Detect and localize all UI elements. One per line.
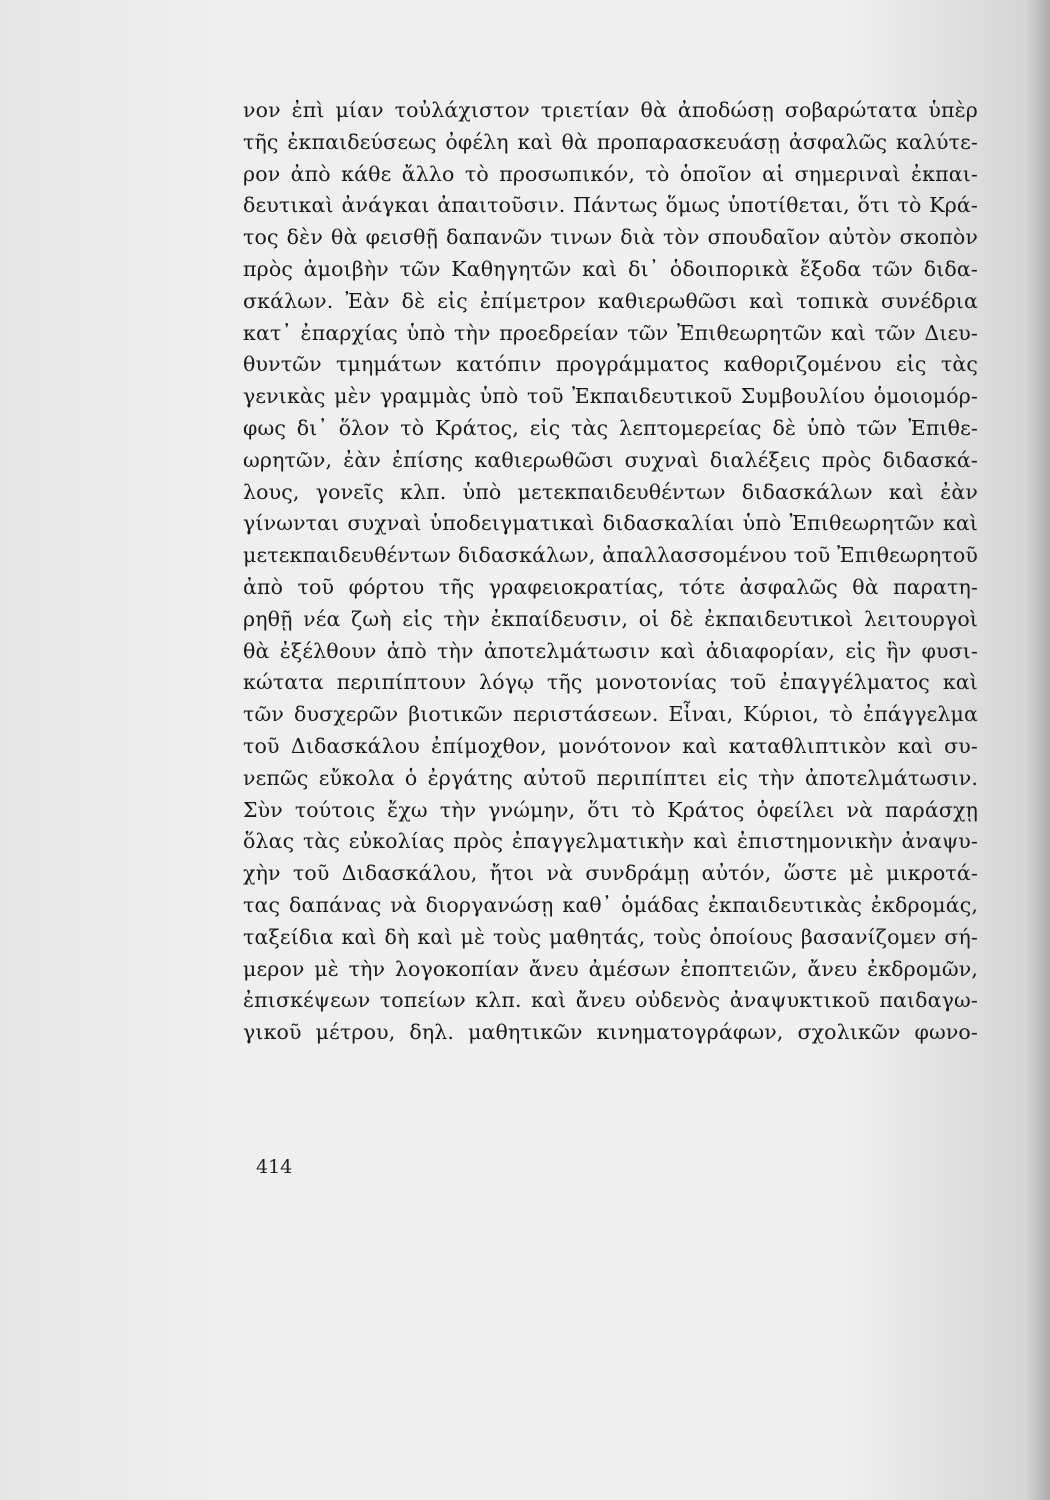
text-line: ωρητῶν, ἐὰν ἐπίσης καθιερωθῶσι συχναὶ διαλέξεις πρὸς διδασκά- [243, 447, 978, 472]
text-line: γενικὰς μὲν γραμμὰς ὑπὸ τοῦ Ἐκπαιδευτικοῦ Συμβουλίου ὁμοιομόρ- [243, 384, 978, 409]
text-line: γικοῦ μέτρου, δηλ. μαθητικῶν κινηματογράφων, σχολικῶν φωνο- [243, 1020, 978, 1045]
text-line: κώτατα περιπίπτουν λόγῳ τῆς μονοτονίας τοῦ ἐπαγγέλματος καὶ [243, 670, 978, 695]
page-edge-shadow [1026, 0, 1050, 1500]
text-line: νον ἐπὶ μίαν τοὐλάχιστον τριετίαν θὰ ἀποδώσῃ σοβαρώτατα ὑπὲρ [243, 98, 978, 122]
body-text [243, 95, 978, 1049]
text-line: φως δι᾽ ὅλον τὸ Κράτος, εἰς τὰς λεπτομερείας δὲ ὑπὸ τῶν Ἐπιθε- [243, 415, 978, 440]
page-number: 414 [256, 1156, 293, 1178]
text-line: τῶν δυσχερῶν βιοτικῶν περιστάσεων. Εἶναι, Κύριοι, τὸ ἐπάγγελμα [243, 702, 978, 727]
text-line: ρηθῇ νέα ζωὴ εἰς τὴν ἐκπαίδευσιν, οἱ δὲ ἐκπαιδευτικοὶ λειτουργοὶ [243, 606, 978, 631]
text-line: μετεκπαιδευθέντων διδασκάλων, ἀπαλλασσομένου τοῦ Ἐπιθεωρητοῦ [243, 543, 978, 568]
text-line: νεπῶς εὔκολα ὁ ἐργάτης αὐτοῦ περιπίπτει εἰς τὴν ἀποτελμάτωσιν. [243, 765, 978, 790]
text-line: τοῦ Διδασκάλου ἐπίμοχθον, μονότονον καὶ καταθλιπτικὸν καὶ συ- [243, 733, 978, 758]
text-line: σκάλων. Ἐὰν δὲ εἰς ἐπίμετρον καθιερωθῶσι καὶ τοπικὰ συνέδρια [243, 288, 978, 313]
text-line: μερον μὲ τὴν λογοκοπίαν ἄνευ ἀμέσων ἐποπτειῶν, ἄνευ ἐκδρομῶν, [243, 956, 978, 981]
text-line: ὅλας τὰς εὐκολίας πρὸς ἐπαγγελματικὴν καὶ ἐπιστημονικὴν ἀναψυ- [243, 829, 978, 854]
text-line: θὰ ἐξέλθουν ἀπὸ τὴν ἀποτελμάτωσιν καὶ ἀδιαφορίαν, εἰς ἣν φυσι- [243, 638, 978, 663]
text-line: χὴν τοῦ Διδασκάλου, ἤτοι νὰ συνδράμῃ αὐτόν, ὥστε μὲ μικροτά- [243, 861, 978, 886]
text-line: τῆς ἐκπαιδεύσεως ὀφέλη καὶ θὰ προπαρασκευάσῃ ἀσφαλῶς καλύτε- [243, 129, 978, 154]
text-line: θυντῶν τμημάτων κατόπιν προγράμματος καθοριζομένου εἰς τὰς [243, 352, 978, 377]
text-line: λους, γονεῖς κλπ. ὑπὸ μετεκπαιδευθέντων διδασκάλων καὶ ἐὰν [243, 479, 978, 504]
text-line: τας δαπάνας νὰ διοργανώσῃ καθ᾽ ὁμάδας ἐκπαιδευτικὰς ἐκδρομάς, [243, 892, 978, 917]
text-line: γίνωνται συχναὶ ὑποδειγματικαὶ διδασκαλίαι ὑπὸ Ἐπιθεωρητῶν καὶ [243, 511, 978, 536]
text-line: Σὺν τούτοις ἔχω τὴν γνώμην, ὅτι τὸ Κράτος ὀφείλει νὰ παράσχῃ [243, 797, 978, 822]
text-line: ταξείδια καὶ δὴ καὶ μὲ τοὺς μαθητάς, τοὺς ὁποίους βασανίζομεν σή- [243, 924, 978, 949]
text-line: πρὸς ἀμοιβὴν τῶν Καθηγητῶν καὶ δι᾽ ὁδοιπορικὰ ἔξοδα τῶν διδα- [243, 256, 978, 281]
text-line: ρον ἀπὸ κάθε ἄλλο τὸ προσωπικόν, τὸ ὁποῖον αἱ σημεριναὶ ἐκπαι- [243, 161, 978, 186]
text-line: κατ᾽ ἐπαρχίας ὑπὸ τὴν προεδρείαν τῶν Ἐπιθεωρητῶν καὶ τῶν Διευ- [243, 320, 978, 345]
text-line: τος δὲν θὰ φεισθῇ δαπανῶν τινων διὰ τὸν σπουδαῖον αὐτὸν σκοπὸν [243, 225, 978, 250]
text-line: ἀπὸ τοῦ φόρτου τῆς γραφειοκρατίας, τότε ἀσφαλῶς θὰ παρατη- [243, 574, 978, 599]
text-line: δευτικαὶ ἀνάγκαι ἀπαιτοῦσιν. Πάντως ὅμως ὑποτίθεται, ὅτι τὸ Κρά- [243, 193, 978, 218]
text-line: ἐπισκέψεων τοπείων κλπ. καὶ ἄνευ οὐδενὸς ἀναψυκτικοῦ παιδαγω- [243, 988, 978, 1013]
